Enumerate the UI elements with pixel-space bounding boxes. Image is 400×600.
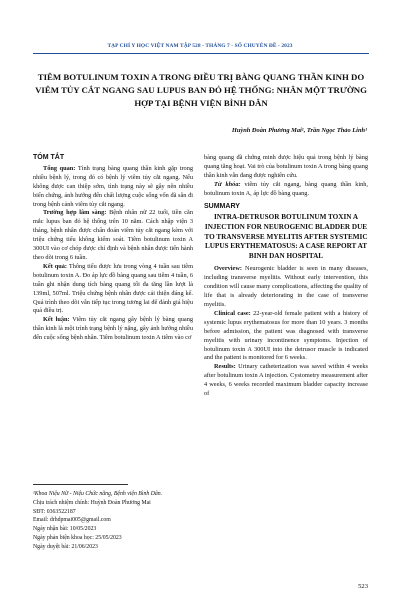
en-article-title: INTRA-DETRUSOR BOTULINUM TOXIN A INJECTION FOR NEUROGENIC BLADDER DUE TO TRANSVERSE MYELITIS AFTER SYSTEMIC LUPUS ERYTHEMATOSUS: A CASE REPORT AT BINH DAN HOSPITAL xyxy=(204,213,368,260)
vn-abstract-heading: TÓM TẮT xyxy=(33,154,65,161)
en-overview-label: Overview: xyxy=(214,265,242,273)
en-results-paragraph xyxy=(204,363,368,399)
vn-keywords-text: viêm tủy cắt ngang, bàng quang thần kinh, botulinum toxin A, áp lực đồ bàng quang. xyxy=(204,180,368,197)
footnote-rule xyxy=(33,484,128,485)
footnote-corresponding: Chịu trách nhiệm chính: Huỳnh Đoàn Phương Mai xyxy=(33,499,151,506)
vn-overview-text: Tình trạng bàng quang thần kinh gặp trong nhiều bệnh lý, trong đó có bệnh lý viêm tủy cắt ngang. Nếu không được can thiệp sớm, tình trạng này sẽ gây nên nhiều biến chứng, ảnh hưởng đến chất lượng cuộc sống vốn đã sẵn đi trong bệnh cảnh viêm tủy cắt ngang. xyxy=(33,164,193,208)
vn-results-paragraph xyxy=(33,263,193,316)
footnote-email: Email: drhdpmai005@gmail.com xyxy=(33,517,111,524)
vn-conclusion-paragraph xyxy=(33,316,193,343)
article-authors: Huỳnh Đoàn Phương Mai¹, Trần Ngọc Thảo Linh¹ xyxy=(231,127,367,134)
vn-conclusion-continued xyxy=(204,154,368,181)
vn-keywords-paragraph xyxy=(204,181,368,199)
en-case-label: Clinical case: xyxy=(214,309,251,317)
vn-results-label: Kết quả: xyxy=(43,262,68,270)
en-overview-text: Neurogenic bladder is seen in many diseases, including transverse myelitis. Without early intervention, this condition will cause many complications, affecting the quality of life that is already deteriorating in the case of transverse myelitis. xyxy=(204,265,368,309)
en-overview-paragraph xyxy=(204,265,368,310)
footnote xyxy=(33,490,193,552)
vn-case-label: Trường hợp lâm sàng: xyxy=(43,209,107,217)
footnote-affiliation: ¹Khoa Niệu Nữ - Niệu Chức năng, Bệnh viện Bình Dân. xyxy=(33,491,163,497)
vn-overview-paragraph xyxy=(33,165,193,210)
footnote-phone: SĐT: 0363522187 xyxy=(33,508,76,515)
en-case-text: 22-year-old female patient with a history of systemic lupus erythematosus for more than 10 years. 3 months before admission, the patient was diagnosed with transverse myelitis with urinary incontinence symptoms. Injection of botulinum toxin A 300UI into the detrusor muscle is indicated and the patient is monitored for 6 weeks. xyxy=(204,309,368,362)
journal-header: TẠP CHÍ Y HỌC VIỆT NAM TẬP 528 - THÁNG 7 - SỐ CHUYÊN ĐỀ - 2023 xyxy=(107,43,293,49)
en-summary-heading: SUMMARY xyxy=(204,202,240,210)
right-column xyxy=(204,154,368,399)
vn-case-text: Bệnh nhân nữ 22 tuổi, tiền căn mắc lupus ban đỏ hệ thống trên 10 năm. Cách nhập viện 3 tháng, bệnh nhân được chẩn đoán viêm tủy cắt ngang kèm với triệu chứng tiểu không kiểm soát. Tiêm botulinum toxin A 300UI vào cơ chóp được chỉ định và bệnh nhân được tiến hành theo dõi trong 6 tuần. xyxy=(33,209,193,261)
en-results-text: Urinary catheterization was saved within 4 weeks after botulinum toxin A injection. Cystometry measurement after 4 weeks, 6 weeks recorded maximum bladder capacity increase of xyxy=(204,363,368,398)
footnote-reviewed: Ngày phản biện khoa học: 25/05/2023 xyxy=(33,534,122,541)
vn-overview-label: Tổng quan: xyxy=(43,164,76,172)
en-results-label: Results: xyxy=(214,363,236,371)
left-column xyxy=(33,154,193,343)
vn-conclusion-rest: bàng quang đã chứng minh được hiệu quả trong bệnh lý bàng quang tăng hoạt. Vai trò của botulinum toxin A trong bàng quang thần kinh vẫn đang được nghiên cứu. xyxy=(204,154,368,179)
article-title: TIÊM BOTULINUM TOXIN A TRONG ĐIỀU TRỊ BÀNG QUANG THẦN KINH DO VIÊM TỦY CẮT NGANG SAU LUPUS BAN ĐỎ HỆ THỐNG: NHÂN MỘT TRƯỜNG HỢP TẠI BỆNH VIỆN BÌNH DÂN xyxy=(35,72,367,108)
vn-results-text: Thông tiểu được lưu trong vòng 4 tuần sau tiêm botulinum toxin A. Đo áp lực đồ bàng quang sau tiêm 4 tuần, 6 tuần ghi nhận dung tích bàng quang tối đa tăng lần lượt là 139ml, 507ml. Triệu chứng bệnh nhân được cải thiện đáng kể. Quá trình theo dõi vẫn tiếp tục trong tương lai để đánh giá hiệu quả điều trị. xyxy=(33,262,193,315)
footnote-accepted: Ngày duyệt bài: 21/06/2023 xyxy=(33,543,98,550)
en-case-paragraph xyxy=(204,310,368,363)
footnote-received: Ngày nhận bài: 10/05/2023 xyxy=(33,526,97,533)
page-number: 523 xyxy=(358,583,368,590)
vn-case-paragraph xyxy=(33,209,193,262)
header-rule xyxy=(33,53,369,54)
vn-keywords-label: Từ khóa: xyxy=(214,180,241,188)
vn-conclusion-text: Viêm tủy cắt ngang gây bệnh lý bàng quang thần kinh là một trình trạng bệnh lý nặng, gây ảnh hưởng nhiều đến cuộc sống bệnh nhân. Tiêm botulinum toxin A tiêm vào cơ xyxy=(33,316,193,342)
vn-conclusion-label: Kết luận: xyxy=(43,316,70,324)
